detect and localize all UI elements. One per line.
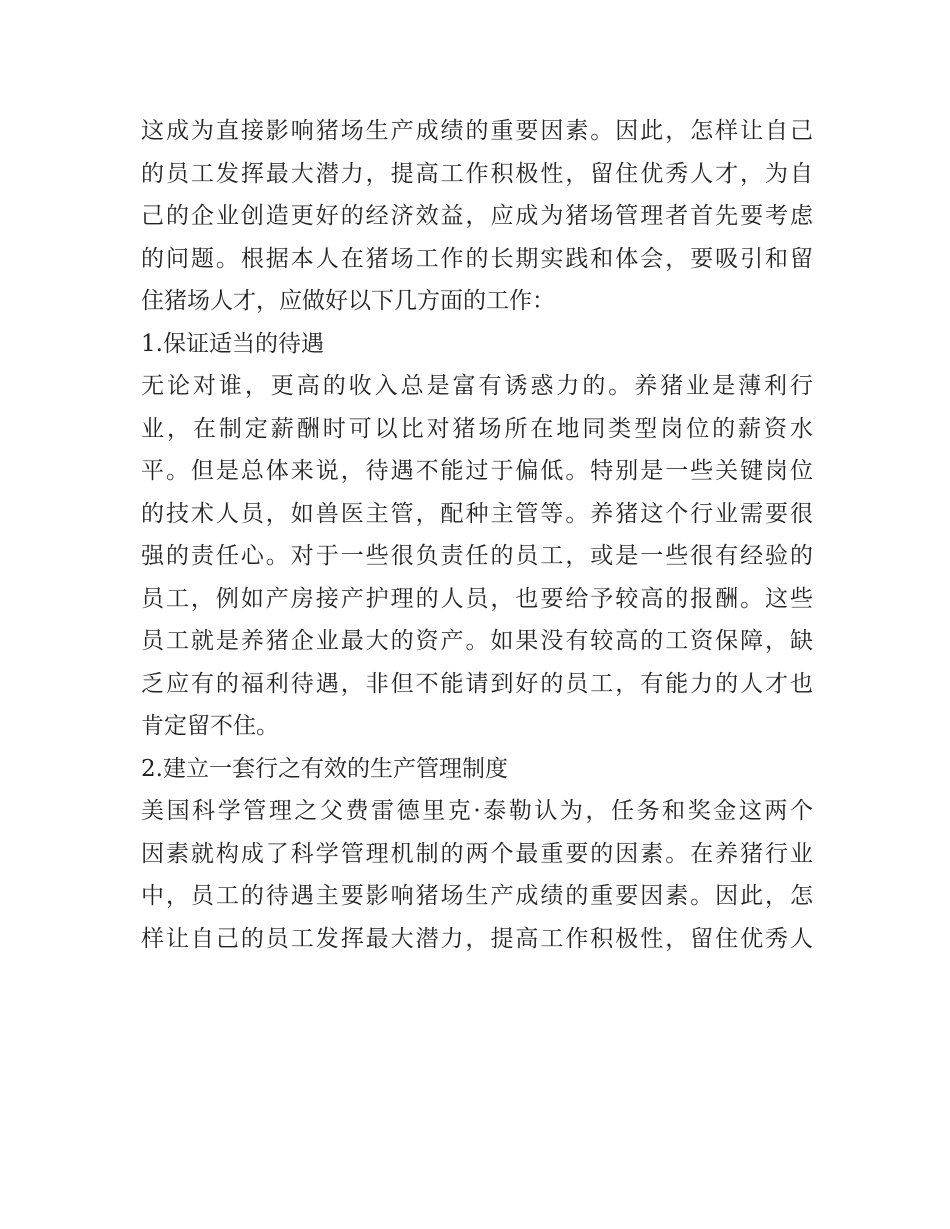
text-line: 这成为直接影响猪场生产成绩的重要因素。因此，怎样让自己 <box>141 118 813 144</box>
intro-paragraph <box>141 110 813 323</box>
section-2-heading: 2.建立一套行之有效的生产管理制度 <box>141 755 508 782</box>
text-line: 的员工发挥最大潜力，提高工作积极性，留住优秀人才，为自 <box>141 160 813 187</box>
text-line: 样让自己的员工发挥最大潜力，提高工作积极性，留住优秀人 <box>141 925 813 952</box>
text-line: 肯定留不住。 <box>141 713 279 739</box>
text-line: 员工，例如产房接产护理的人员，也要给予较高的报酬。这些 <box>141 585 813 612</box>
text-line: 业，在制定薪酬时可以比对猪场所在地同类型岗位的薪资水 <box>141 415 813 442</box>
text-line: 因素就构成了科学管理机制的两个最重要的因素。在养猪行业 <box>141 840 813 867</box>
text-line: 平。但是总体来说，待遇不能过于偏低。特别是一些关键岗位 <box>141 458 813 484</box>
section-1 <box>141 323 813 748</box>
text-line: 中，员工的待遇主要影响猪场生产成绩的重要因素。因此，怎 <box>141 883 813 909</box>
section-1-heading: 1.保证适当的待遇 <box>141 330 324 357</box>
text-line: 的技术人员，如兽医主管，配种主管等。养猪这个行业需要很 <box>141 500 813 527</box>
text-line: 美国科学管理之父费雷德里克·泰勒认为，任务和奖金这两个 <box>141 798 813 824</box>
text-line: 无论对谁，更高的收入总是富有诱惑力的。养猪业是薄利行 <box>141 373 813 399</box>
text-line: 己的企业创造更好的经济效益，应成为猪场管理者首先要考虑 <box>141 203 813 229</box>
section-2 <box>141 748 813 961</box>
text-line: 乏应有的福利待遇，非但不能请到好的员工，有能力的人才也 <box>141 670 813 697</box>
text-line: 强的责任心。对于一些很负责任的员工，或是一些很有经验的 <box>141 543 813 569</box>
document-page <box>141 110 813 960</box>
text-line: 员工就是养猪企业最大的资产。如果没有较高的工资保障，缺 <box>141 628 813 654</box>
text-line: 住猪场人才，应做好以下几方面的工作： <box>141 288 555 314</box>
text-line: 的问题。根据本人在猪场工作的长期实践和体会，要吸引和留 <box>141 245 813 272</box>
